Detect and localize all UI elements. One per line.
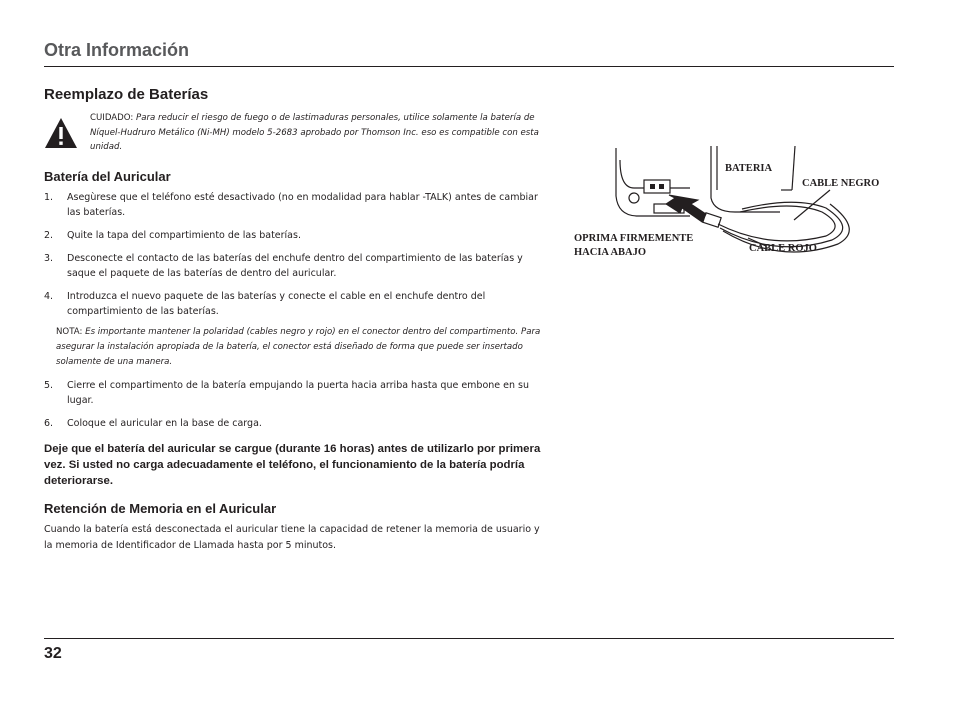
page-title: Otra Información	[44, 40, 190, 60]
press-down-arrow-icon	[666, 195, 706, 222]
caution-body: Para reducir el riesgo de fuego o de lastimaduras personales, utilice solamente la batería de Níquel-Hudruro Metálico (Ni-MH) modelo 5-2683 aprobado por Thomson Inc. eso es compatible con esta unidad.	[90, 113, 539, 152]
memory-retention-text: Cuando la batería está desconectada el auricular tiene la capacidad de retener la memoria de usuario y la memoria de Identificador de Llamada hasta por 5 minutos.	[44, 524, 540, 551]
step-text: Asegùrese que el teléfono esté desactivado (no en modalidad para hablar -TALK) antes de cambiar las baterías.	[67, 192, 538, 218]
list-item	[44, 251, 549, 281]
note-text: Es importante mantener la polaridad (cables negro y rojo) en el conector dentro del compartimento. Para asegurar la instalación apropiada de la batería, el conector está diseñado de forma que puede ser insertado solamente de una manera.	[56, 327, 541, 367]
handset-battery-section	[44, 169, 549, 489]
step-text: Introduzca el nuevo paquete de las baterías y conecte el cable en el enchufe dentro del compartimiento de las baterías.	[67, 291, 486, 317]
label-oprima-line2: HACIA ABAJO	[574, 247, 647, 258]
step-number: 3.	[44, 253, 54, 264]
battery-diagram	[570, 140, 900, 270]
caution-label: CUIDADO:	[90, 113, 134, 123]
main-column	[44, 86, 549, 554]
caution-text	[90, 111, 540, 155]
step-number: 5.	[44, 380, 54, 391]
caution-block	[44, 111, 549, 157]
step-number: 6.	[44, 418, 54, 429]
label-cable-rojo: CABLE ROJO	[749, 243, 817, 254]
subsection-heading-memory-retention: Retención de Memoria en el Auricular	[44, 501, 277, 516]
warning-triangle-icon	[44, 117, 78, 149]
step-text: Desconecte el contacto de las baterías del enchufe dentro del compartimiento de las baterías y saque el paquete de las baterías de dentro del auricular.	[67, 253, 523, 279]
steps-list-continued	[44, 378, 549, 431]
step-number: 1.	[44, 192, 54, 203]
steps-list	[44, 190, 549, 319]
memory-retention-section	[44, 501, 549, 554]
section-heading-battery-replacement: Reemplazo de Baterías	[44, 86, 209, 103]
list-item	[44, 378, 549, 408]
note-label: NOTA:	[56, 327, 83, 337]
label-cable-negro: CABLE NEGRO	[802, 178, 880, 189]
list-item	[44, 289, 549, 319]
step-number: 2.	[44, 230, 54, 241]
header-rule	[44, 66, 894, 67]
note-block	[44, 325, 546, 370]
label-oprima-line1: OPRIMA FIRMEMENTE	[574, 233, 694, 244]
footer-rule	[44, 638, 894, 639]
label-bateria: BATERIA	[725, 163, 773, 174]
list-item	[44, 190, 549, 220]
step-text: Coloque el auricular en la base de carga.	[67, 418, 262, 429]
step-number: 4.	[44, 291, 54, 302]
page-number: 32	[44, 645, 62, 662]
charging-warning-paragraph: Deje que el batería del auricular se cargue (durante 16 horas) antes de utilizarlo por primera vez. Si usted no carga adecuadamente el teléfono, el funcionamiento de la batería podría deteriorarse.	[44, 443, 541, 487]
step-text: Cierre el compartimento de la batería empujando la puerta hacia arriba hasta que embone en su lugar.	[67, 380, 530, 406]
subsection-heading-handset-battery: Batería del Auricular	[44, 169, 171, 184]
list-item	[44, 228, 549, 243]
list-item	[44, 416, 549, 431]
step-text: Quite la tapa del compartimiento de las baterías.	[67, 230, 301, 241]
